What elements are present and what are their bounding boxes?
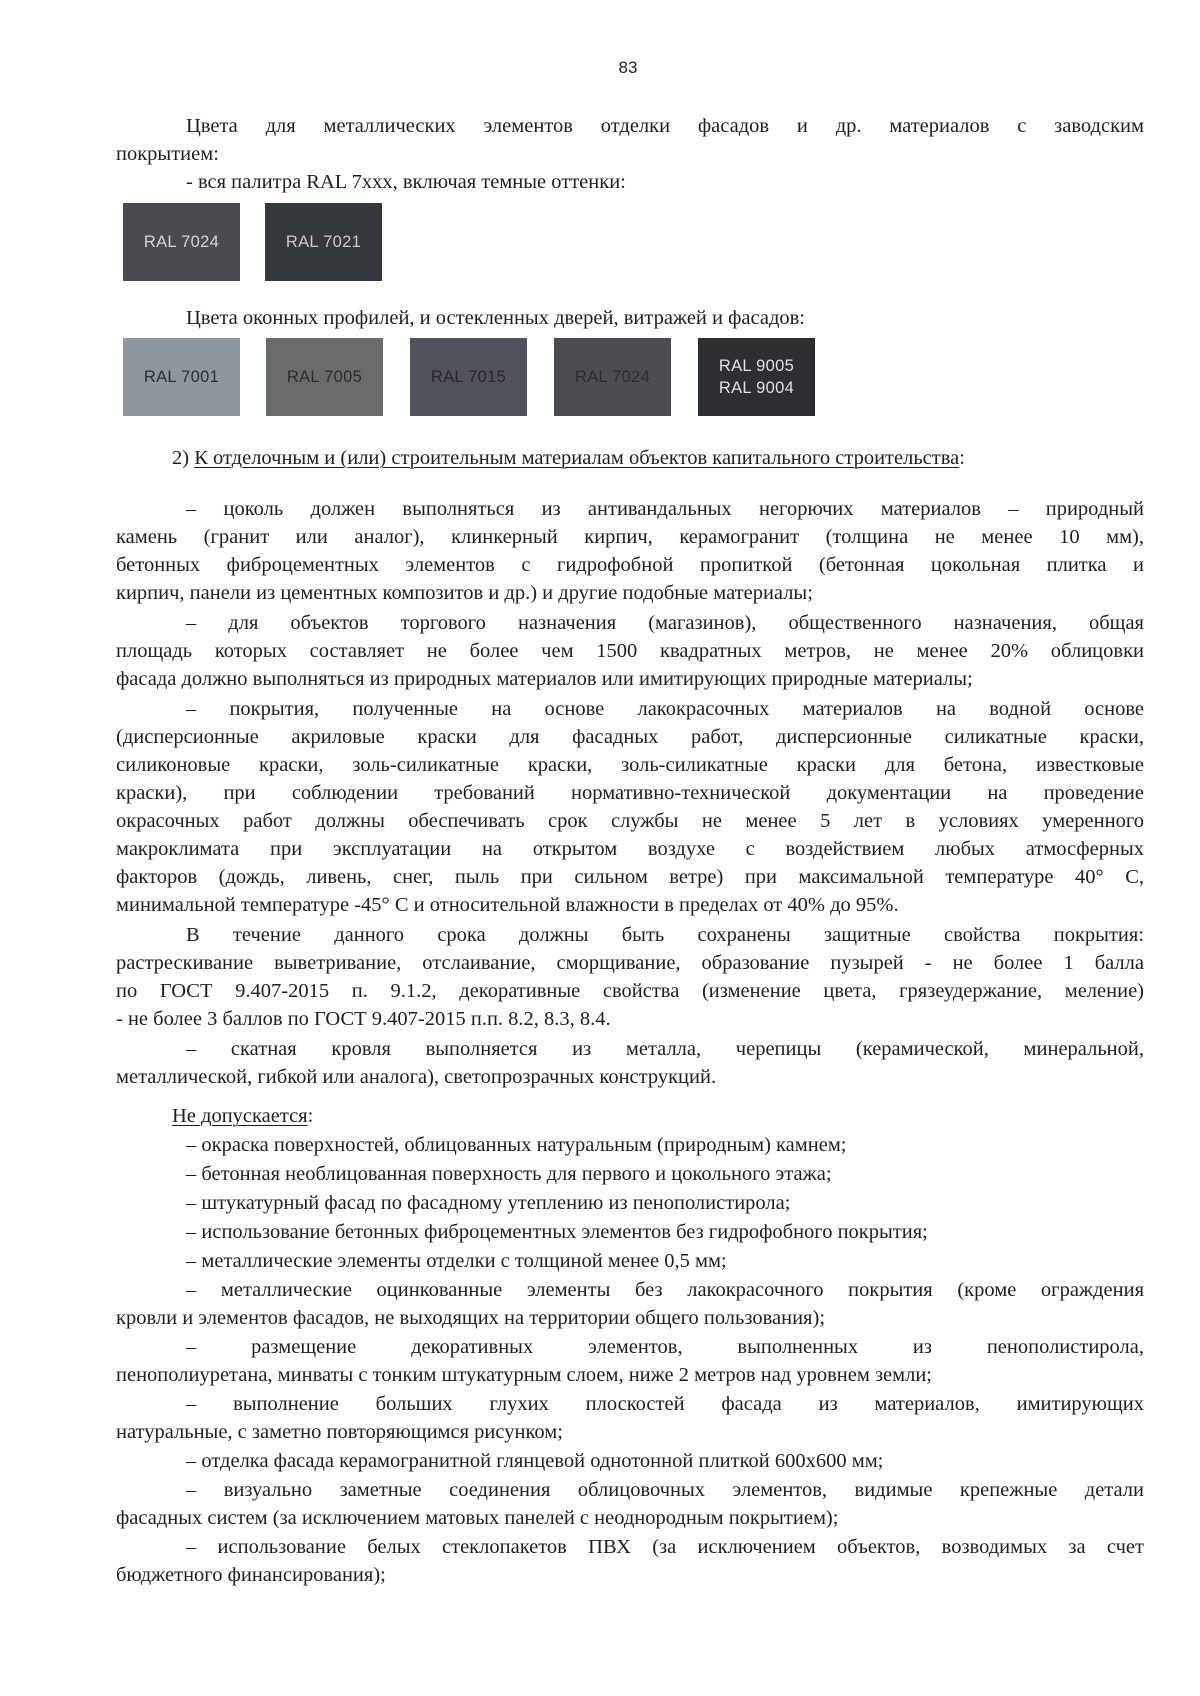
color-swatch-ral-7024-window bbox=[554, 338, 671, 416]
body-text-line: - не более 3 баллов по ГОСТ 9.407-2015 п.п. 8.2, 8.3, 8.4. bbox=[116, 1008, 611, 1030]
section-number: 2) bbox=[172, 447, 190, 469]
windows-colors-heading: Цвета оконных профилей, и остекленных дверей, витражей и фасадов: bbox=[186, 307, 806, 329]
not-allowed-item-line: – выполнение больших глухих плоскостей фасада из материалов, имитирующих bbox=[186, 1393, 1144, 1415]
body-text-line: металлической, гибкой или аналога), светопрозрачных конструкций. bbox=[116, 1066, 717, 1088]
swatch-label-2: RAL 9004 bbox=[718, 379, 795, 397]
not-allowed-item-line: кровли и элементов фасадов, не выходящих на территории общего пользования); bbox=[116, 1307, 826, 1329]
body-text-line: площадь которых составляет не более чем 1500 квадратных метров, не менее 20% облицовки bbox=[116, 640, 1144, 662]
body-text-line: макроклимата при эксплуатации на открытом воздухе с воздействием любых атмосферных bbox=[116, 838, 1144, 860]
swatch-label: RAL 7005 bbox=[286, 368, 363, 386]
swatch-label: RAL 7024 bbox=[574, 368, 651, 386]
page-number: 83 bbox=[618, 58, 638, 77]
not-allowed-item-line: натуральные, с заметно повторяющимся рисунком; bbox=[116, 1421, 563, 1443]
body-text-line: – для объектов торгового назначения (магазинов), общественного назначения, общая bbox=[186, 612, 1144, 634]
color-swatch-ral-7015 bbox=[410, 338, 527, 416]
body-text-line: окрасочных работ должны обеспечивать срок службы не менее 5 лет в условиях умеренного bbox=[116, 810, 1144, 832]
swatch-label: RAL 9005 bbox=[718, 357, 795, 375]
not-allowed-item-line: – использование белых стеклопакетов ПВХ (за исключением объектов, возводимых за счет bbox=[186, 1536, 1144, 1558]
body-text-line: силиконовые краски, золь-силикатные краски, золь-силикатные краски для бетона, известковые bbox=[116, 754, 1144, 776]
swatch-label: RAL 7001 bbox=[143, 368, 220, 386]
body-text-line: – скатная кровля выполняется из металла, черепицы (керамической, минеральной, bbox=[186, 1038, 1144, 1060]
not-allowed-item-line: пенополиуретана, минваты с тонким штукатурным слоем, ниже 2 метров над уровнем земли; bbox=[116, 1364, 933, 1386]
not-allowed-item-line: – использование бетонных фиброцементных элементов без гидрофобного покрытия; bbox=[186, 1221, 928, 1243]
not-allowed-colon: : bbox=[307, 1105, 314, 1127]
not-allowed-item-line: – окраска поверхностей, облицованных натуральным (природным) камнем; bbox=[186, 1134, 847, 1156]
color-swatch-ral-7001 bbox=[123, 338, 240, 416]
color-swatch-ral-7021 bbox=[265, 203, 382, 281]
body-text-line: (дисперсионные акриловые краски для фасадных работ, дисперсионные силикатные краски, bbox=[116, 726, 1144, 748]
not-allowed-item-line: – размещение декоративных элементов, выполненных из пенополистирола, bbox=[186, 1336, 1144, 1358]
not-allowed-item-line: – металлические оцинкованные элементы без лакокрасочного покрытия (кроме ограждения bbox=[186, 1279, 1144, 1301]
not-allowed-item-line: – визуально заметные соединения облицовочных элементов, видимые крепежные детали bbox=[186, 1479, 1144, 1501]
color-swatch-ral-9005-9004 bbox=[698, 338, 815, 416]
section-title: К отделочным и (или) строительным материалам объектов капитального строительства bbox=[194, 447, 960, 469]
swatch-label: RAL 7015 bbox=[430, 368, 507, 386]
body-text-line: растрескивание выветривание, отслаивание, сморщивание, образование пузырей - не более 1 балла bbox=[116, 952, 1144, 974]
intro-line-3: - вся палитра RAL 7ххх, включая темные оттенки: bbox=[186, 171, 626, 193]
body-text-line: краски), при соблюдении требований нормативно-технической документации на проведение bbox=[116, 782, 1144, 804]
body-text-line: по ГОСТ 9.407-2015 п. 9.1.2, декоративные свойства (изменение цвета, грязеудержание, меление) bbox=[116, 980, 1144, 1002]
not-allowed-item-line: фасадных систем (за исключением матовых панелей с неоднородным покрытием); bbox=[116, 1507, 839, 1529]
not-allowed-item-line: – отделка фасада керамогранитной глянцевой однотонной плиткой 600х600 мм; bbox=[186, 1450, 884, 1472]
swatch-label: RAL 7021 bbox=[285, 233, 362, 251]
not-allowed-item-line: – бетонная необлицованная поверхность для первого и цокольного этажа; bbox=[186, 1163, 832, 1185]
body-text-line: камень (гранит или аналог), клинкерный кирпич, керамогранит (толщина не менее 10 мм), bbox=[116, 526, 1144, 548]
body-text-line: – цоколь должен выполняться из антивандальных негорючих материалов – природный bbox=[186, 498, 1144, 520]
swatch-label: RAL 7024 bbox=[143, 233, 220, 251]
section-title-colon: : bbox=[959, 447, 965, 469]
intro-line-2: покрытием: bbox=[116, 143, 219, 165]
not-allowed-item-line: бюджетного финансирования); bbox=[116, 1564, 386, 1586]
intro-line-1: Цвета для металлических элементов отделки фасадов и др. материалов с заводским bbox=[186, 115, 1144, 137]
body-text-line: факторов (дождь, ливень, снег, пыль при сильном ветре) при максимальной температуре 40° С, bbox=[116, 866, 1144, 888]
not-allowed-heading bbox=[172, 1102, 1130, 1131]
not-allowed-item-line: – металлические элементы отделки с толщиной менее 0,5 мм; bbox=[186, 1250, 727, 1272]
body-text-line: минимальной температуре -45° С и относительной влажности в пределах от 40% до 95%. bbox=[116, 894, 899, 916]
color-swatch-ral-7005 bbox=[266, 338, 383, 416]
body-text-line: – покрытия, полученные на основе лакокрасочных материалов на водной основе bbox=[186, 698, 1144, 720]
body-text-line: фасада должно выполняться из природных материалов или имитирующих природные материалы; bbox=[116, 668, 973, 690]
color-swatch-ral-7024 bbox=[123, 203, 240, 281]
section-2-heading bbox=[172, 444, 1200, 473]
not-allowed-title: Не допускается bbox=[172, 1105, 308, 1127]
body-text-line: бетонных фиброцементных элементов с гидрофобной пропиткой (бетонная цокольная плитка и bbox=[116, 554, 1144, 576]
not-allowed-item-line: – штукатурный фасад по фасадному утеплению из пенополистирола; bbox=[186, 1192, 791, 1214]
body-text-line: В течение данного срока должны быть сохранены защитные свойства покрытия: bbox=[186, 924, 1144, 946]
body-text-line: кирпич, панели из цементных композитов и др.) и другие подобные материалы; bbox=[116, 582, 813, 604]
